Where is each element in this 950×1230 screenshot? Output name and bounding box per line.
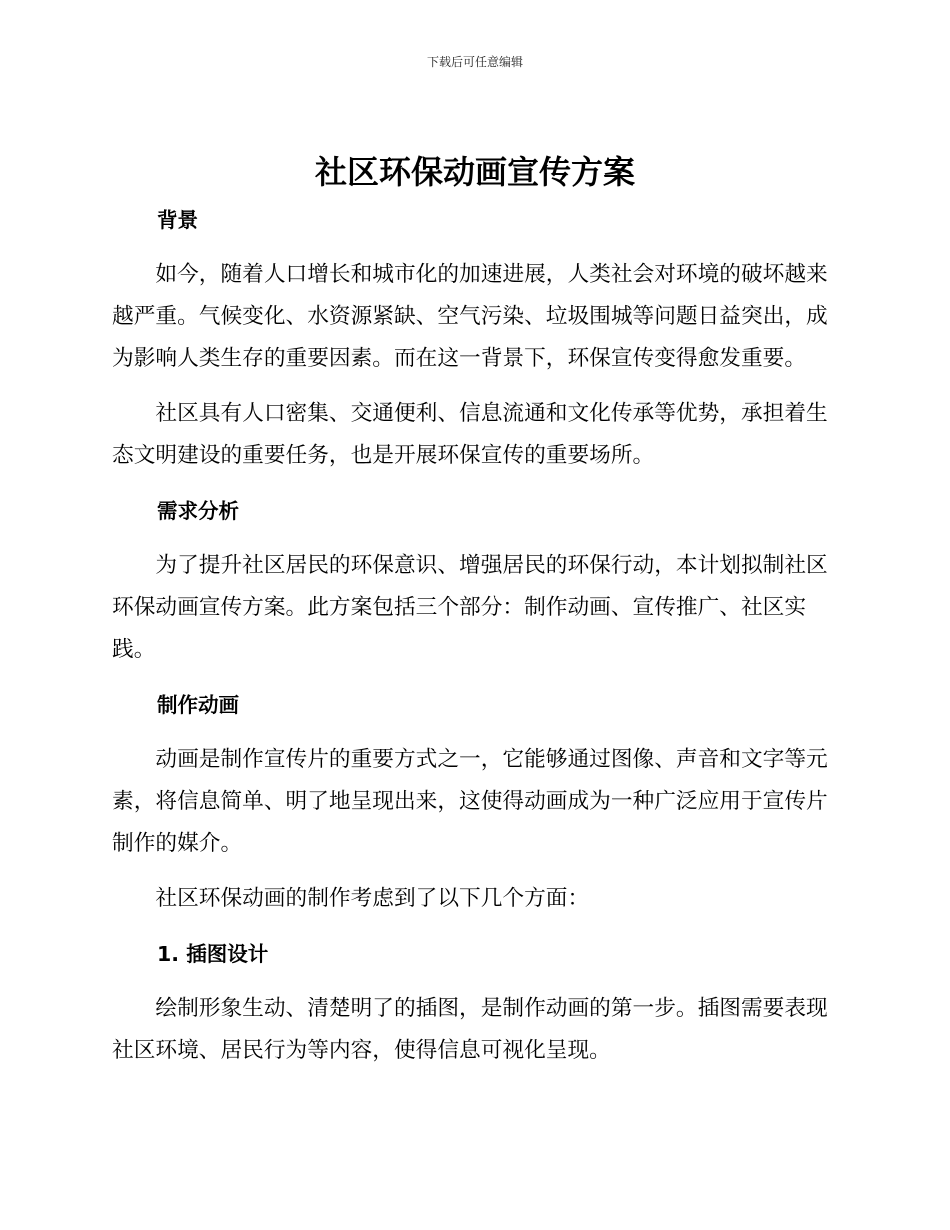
section-heading: 需求分析 (157, 499, 239, 523)
section-heading: 1. 插图设计 (157, 942, 269, 966)
document-body (112, 199, 830, 1085)
section-background (112, 199, 830, 477)
paragraph: 绘制形象生动、清楚明了的插图，是制作动画的第一步。插图需要表现社区环境、居民行为等内容，使得信息可视化呈现。 (112, 996, 828, 1063)
section-heading: 背景 (157, 208, 198, 232)
page-header-note: 下载后可任意编辑 (426, 55, 523, 69)
section-requirements-analysis (112, 490, 830, 671)
section-animation-production (112, 684, 830, 920)
section-illustration-design (112, 933, 830, 1072)
paragraph: 社区具有人口密集、交通便利、信息流通和文化传承等优势，承担着生态文明建设的重要任务，也是开展环保宣传的重要场所。 (112, 401, 828, 468)
section-heading: 制作动画 (157, 693, 239, 717)
paragraph: 动画是制作宣传片的重要方式之一，它能够通过图像、声音和文字等元素，将信息简单、明了地呈现出来，这使得动画成为一种广泛应用于宣传片制作的媒介。 (112, 747, 828, 856)
paragraph: 如今，随着人口增长和城市化的加速进展，人类社会对环境的破坏越来越严重。气候变化、水资源紧缺、空气污染、垃圾围城等问题日益突出，成为影响人类生存的重要因素。而在这一背景下，环保宣传变得愈发重要。 (112, 262, 828, 371)
paragraph: 为了提升社区居民的环保意识、增强居民的环保行动，本计划拟制社区环保动画宣传方案。此方案包括三个部分：制作动画、宣传推广、社区实践。 (112, 553, 828, 662)
paragraph: 社区环保动画的制作考虑到了以下几个方面： (155, 886, 590, 911)
document-title: 社区环保动画宣传方案 (314, 153, 635, 191)
